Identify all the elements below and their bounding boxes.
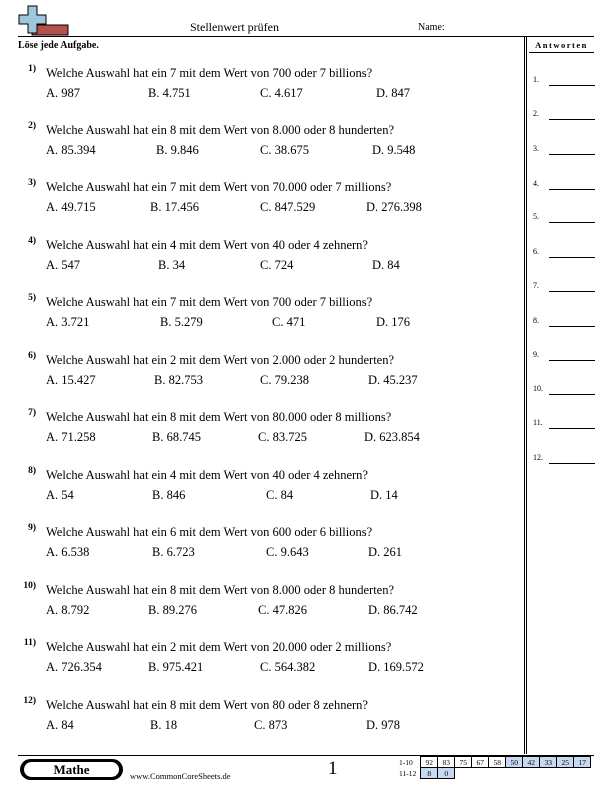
answer-option-a[interactable]: A. 3.721 (46, 315, 90, 329)
question-number: 8) (28, 466, 36, 476)
answer-line[interactable] (549, 154, 595, 155)
answer-option-b[interactable]: B. 9.846 (156, 143, 199, 157)
answer-option-a[interactable]: A. 85.394 (46, 143, 96, 157)
answer-option-a[interactable]: A. 71.258 (46, 430, 96, 444)
answer-option-b[interactable]: B. 82.753 (154, 373, 203, 387)
answer-number: 9. (533, 350, 539, 359)
answer-slot[interactable] (533, 347, 595, 361)
question-number: 9) (28, 523, 36, 533)
question-number: 3) (28, 178, 36, 188)
answer-option-b[interactable]: B. 17.456 (150, 200, 199, 214)
answer-line[interactable] (549, 291, 595, 292)
answer-slot[interactable] (533, 141, 595, 155)
answer-option-d[interactable]: D. 14 (370, 488, 398, 502)
answer-option-c[interactable]: C. 724 (260, 258, 294, 272)
answer-line[interactable] (549, 222, 595, 223)
question-number: 10) (23, 581, 36, 591)
answer-option-b[interactable]: B. 975.421 (148, 660, 204, 674)
question-item (18, 581, 518, 621)
answer-option-d[interactable]: D. 276.398 (366, 200, 422, 214)
answer-slot[interactable] (533, 72, 595, 86)
answer-slot[interactable] (533, 278, 595, 292)
answer-option-d[interactable]: D. 86.742 (368, 603, 418, 617)
answer-option-c[interactable]: C. 84 (266, 488, 294, 502)
score-row-11-12 (397, 768, 591, 779)
question-text: Welche Auswahl hat ein 7 mit dem Wert von 70.000 oder 7 millions? (46, 180, 392, 194)
answer-option-c[interactable]: C. 873 (254, 718, 288, 732)
question-number: 6) (28, 351, 36, 361)
answer-option-d[interactable]: D. 84 (372, 258, 400, 272)
answer-option-d[interactable]: D. 978 (366, 718, 401, 732)
answer-slot[interactable] (533, 450, 595, 464)
site-url: www.CommonCoreSheets.de (130, 771, 231, 781)
answers-heading-underline (529, 52, 594, 53)
answer-option-b[interactable]: B. 4.751 (148, 86, 191, 100)
question-item (18, 408, 518, 448)
answer-line[interactable] (549, 119, 595, 120)
score-cell: 42 (523, 757, 540, 768)
question-text: Welche Auswahl hat ein 2 mit dem Wert von 20.000 oder 2 millions? (46, 640, 392, 654)
answer-column-divider (524, 36, 527, 754)
answer-slot[interactable] (533, 106, 595, 120)
score-cell: 8 (421, 768, 438, 779)
answer-line[interactable] (549, 360, 595, 361)
score-cell: 75 (455, 757, 472, 768)
question-item (18, 696, 518, 736)
answer-number: 6. (533, 247, 539, 256)
question-text: Welche Auswahl hat ein 4 mit dem Wert von 40 oder 4 zehnern? (46, 238, 368, 252)
answer-option-a[interactable]: A. 54 (46, 488, 74, 502)
question-item (18, 466, 518, 506)
question-item (18, 64, 518, 104)
score-cell: 0 (438, 768, 455, 779)
score-row-1-10 (397, 757, 591, 768)
question-number: 7) (28, 408, 36, 418)
answer-number: 1. (533, 75, 539, 84)
answer-option-b[interactable]: B. 89.276 (148, 603, 197, 617)
answer-option-c[interactable]: C. 47.826 (258, 603, 307, 617)
answer-option-a[interactable]: A. 547 (46, 258, 81, 272)
instructions: Löse jede Aufgabe. (18, 40, 99, 51)
answer-option-b[interactable]: B. 68.745 (152, 430, 201, 444)
answer-option-d[interactable]: D. 169.572 (368, 660, 424, 674)
answer-option-d[interactable]: D. 9.548 (372, 143, 416, 157)
score-table (397, 756, 591, 779)
answer-option-c[interactable]: C. 79.238 (260, 373, 309, 387)
answer-number: 11. (533, 418, 543, 427)
answer-slot[interactable] (533, 313, 595, 327)
question-item (18, 638, 518, 678)
answer-number: 4. (533, 179, 539, 188)
answer-option-c[interactable]: C. 847.529 (260, 200, 316, 214)
answer-option-c[interactable]: C. 471 (272, 315, 306, 329)
brand-label: Mathe (24, 762, 119, 777)
answer-number: 7. (533, 281, 539, 290)
answer-line[interactable] (549, 428, 595, 429)
answer-option-c[interactable]: C. 564.382 (260, 660, 316, 674)
answer-option-d[interactable]: D. 261 (368, 545, 403, 559)
page-number: 1 (328, 758, 338, 779)
answer-slot[interactable] (533, 209, 595, 223)
question-item (18, 121, 518, 161)
score-row-label: 11-12 (399, 768, 417, 778)
question-item (18, 178, 518, 218)
answer-option-c[interactable]: C. 38.675 (260, 143, 309, 157)
answer-line[interactable] (549, 189, 595, 190)
answer-slot[interactable] (533, 244, 595, 258)
answer-number: 5. (533, 212, 539, 221)
answer-option-a[interactable]: A. 15.427 (46, 373, 96, 387)
question-number: 4) (28, 236, 36, 246)
question-text: Welche Auswahl hat ein 8 mit dem Wert von 80.000 oder 8 millions? (46, 410, 392, 424)
question-text: Welche Auswahl hat ein 8 mit dem Wert von 8.000 oder 8 hunderten? (46, 583, 395, 597)
answer-option-a[interactable]: A. 987 (46, 86, 81, 100)
answer-line[interactable] (549, 463, 595, 464)
answer-option-b[interactable]: B. 6.723 (152, 545, 195, 559)
answer-slot[interactable] (533, 381, 595, 395)
answer-option-a[interactable]: A. 8.792 (46, 603, 90, 617)
score-cell: 58 (489, 757, 506, 768)
question-text: Welche Auswahl hat ein 8 mit dem Wert von 8.000 oder 8 hunderten? (46, 123, 395, 137)
answer-number: 3. (533, 144, 539, 153)
question-text: Welche Auswahl hat ein 7 mit dem Wert von 700 oder 7 billions? (46, 295, 373, 309)
answer-number: 8. (533, 316, 539, 325)
answer-option-c[interactable]: C. 9.643 (266, 545, 309, 559)
name-label: Name: (418, 22, 445, 33)
score-cell: 83 (438, 757, 455, 768)
question-text: Welche Auswahl hat ein 2 mit dem Wert von 2.000 oder 2 hunderten? (46, 353, 395, 367)
answer-option-c[interactable]: C. 83.725 (258, 430, 307, 444)
answer-line[interactable] (549, 394, 595, 395)
score-row-label: 1-10 (399, 757, 413, 767)
score-cell: 50 (506, 757, 523, 768)
question-item (18, 293, 518, 333)
answer-line[interactable] (549, 326, 595, 327)
answer-number: 12. (533, 453, 543, 462)
question-number: 12) (23, 696, 36, 706)
answer-option-a[interactable]: A. 6.538 (46, 545, 90, 559)
answer-option-d[interactable]: D. 847 (376, 86, 411, 100)
answer-option-a[interactable]: A. 84 (46, 718, 74, 732)
answer-slot[interactable] (533, 176, 595, 190)
question-item (18, 523, 518, 563)
header-divider (18, 36, 594, 37)
question-item (18, 236, 518, 276)
answer-option-d[interactable]: D. 623.854 (364, 430, 420, 444)
question-item (18, 351, 518, 391)
question-number: 5) (28, 293, 36, 303)
answer-slot[interactable] (533, 415, 595, 429)
score-cell: 67 (472, 757, 489, 768)
answer-option-b[interactable]: B. 5.279 (160, 315, 203, 329)
question-text: Welche Auswahl hat ein 8 mit dem Wert von 80 oder 8 zehnern? (46, 698, 368, 712)
answer-number: 10. (533, 384, 543, 393)
question-number: 1) (28, 64, 36, 74)
answer-option-d[interactable]: D. 45.237 (368, 373, 418, 387)
answer-option-c[interactable]: C. 4.617 (260, 86, 303, 100)
question-number: 2) (28, 121, 36, 131)
question-number: 11) (23, 638, 36, 648)
answer-line[interactable] (549, 85, 595, 86)
answer-number: 2. (533, 109, 539, 118)
question-text: Welche Auswahl hat ein 7 mit dem Wert von 700 oder 7 billions? (46, 66, 373, 80)
answer-option-b[interactable]: B. 18 (150, 718, 178, 732)
plus-cross-logo-icon (18, 5, 70, 37)
score-cell: 33 (540, 757, 557, 768)
answer-option-a[interactable]: A. 726.354 (46, 660, 102, 674)
answer-line[interactable] (549, 257, 595, 258)
answer-option-d[interactable]: D. 176 (376, 315, 411, 329)
brand-badge (20, 759, 123, 780)
answers-heading: Antworten (535, 40, 588, 50)
score-cell: 17 (574, 757, 591, 768)
answer-option-b[interactable]: B. 846 (152, 488, 186, 502)
question-text: Welche Auswahl hat ein 4 mit dem Wert von 40 oder 4 zehnern? (46, 468, 368, 482)
answer-option-b[interactable]: B. 34 (158, 258, 186, 272)
question-text: Welche Auswahl hat ein 6 mit dem Wert von 600 oder 6 billions? (46, 525, 373, 539)
answer-option-a[interactable]: A. 49.715 (46, 200, 96, 214)
page-title: Stellenwert prüfen (190, 20, 279, 34)
score-cell: 92 (421, 757, 438, 768)
score-cell: 25 (557, 757, 574, 768)
